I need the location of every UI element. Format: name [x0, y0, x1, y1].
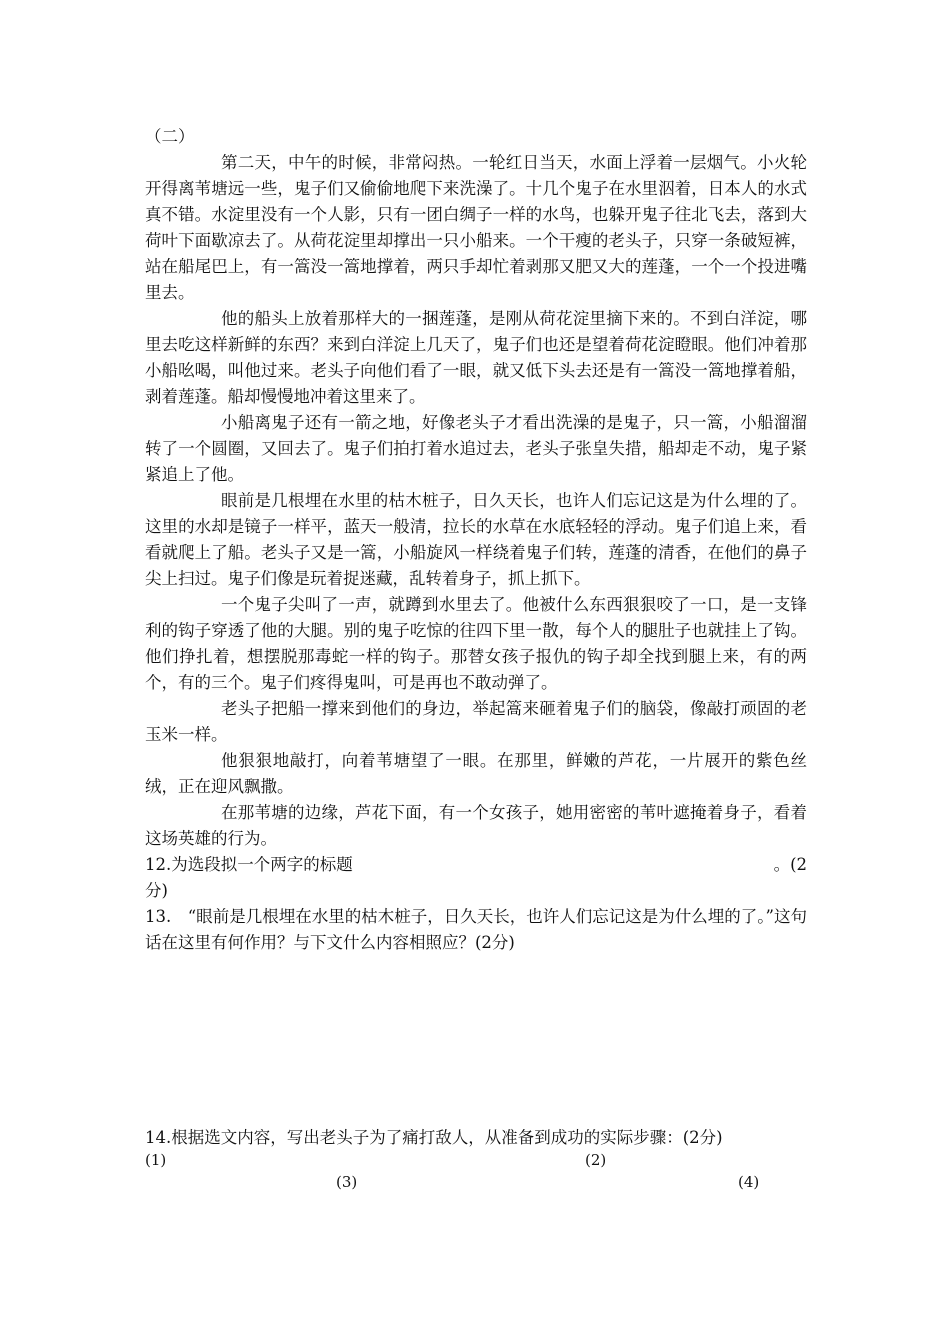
paragraph-6: 老头子把船一撑来到他们的身边，举起篙来砸着鬼子们的脑袋，像敲打顽固的老玉米一样。 — [145, 699, 807, 744]
paragraph-5: 一个鬼子尖叫了一声，就蹲到水里去了。他被什么东西狠狠咬了一口，是一支锋利的钩子穿透了他的大腿。别的鬼子吃惊的往四下里一散，每个人的腿肚子也就挂上了钩。他们挣扎着，想摆脱那毒蛇一样的钩子。那替女孩子报仇的钩子却全找到腿上来，有的两个，有的三个。鬼子们疼得鬼叫，可是再也不敢动弹了。 — [145, 595, 807, 692]
question-12-text: 12.为选段拟一个两字的标题 — [145, 855, 353, 874]
question-12 — [145, 852, 807, 878]
answer-step-2: (2) — [585, 1151, 607, 1169]
paragraph-7: 他狠狠地敲打，向着苇塘望了一眼。在那里，鲜嫩的芦花，一片展开的紫色丝绒，正在迎风飘撒。 — [145, 751, 807, 796]
paragraph-4: 眼前是几根埋在水里的枯木桩子，日久天长，也许人们忘记这是为什么埋的了。这里的水却是镜子一样平，蓝天一般清，拉长的水草在水底轻轻的浮动。鬼子们追上来，看看就爬上了船。老头子又是一篙，小船旋风一样绕着鬼子们转，莲蓬的清香，在他们的鼻子尖上扫过。鬼子们像是玩着捉迷藏，乱转着身子，抓上抓下。 — [145, 491, 807, 588]
reading-passage — [145, 124, 807, 956]
paragraph-3: 小船离鬼子还有一箭之地，好像老头子才看出洗澡的是鬼子，只一篙，小船溜溜转了一个圆圈，又回去了。鬼子们拍打着水追过去，老头子张皇失措，船却走不动，鬼子紧紧追上了他。 — [145, 413, 807, 484]
answer-step-3: (3) — [336, 1173, 358, 1191]
question-12-score: 。(2 — [773, 855, 807, 874]
answer-step-4: (4) — [738, 1173, 760, 1191]
question-12-score-tail: 分) — [145, 881, 168, 900]
paragraph-8: 在那苇塘的边缘，芦花下面，有一个女孩子，她用密密的苇叶遮掩着身子，看着这场英雄的行为。 — [145, 803, 807, 848]
section-title: （二） — [145, 127, 195, 146]
answer-step-1: (1) — [145, 1151, 167, 1169]
paragraph-1: 第二天，中午的时候，非常闷热。一轮红日当天，水面上浮着一层烟气。小火轮开得离苇塘远一些，鬼子们又偷偷地爬下来洗澡了。十几个鬼子在水里泅着，日本人的水式真不错。水淀里没有一个人影，只有一团白绸子一样的水鸟，也躲开鬼子往北飞去，落到大荷叶下面歇凉去了。从荷花淀里却撑出一只小船来。一个干瘦的老头子，只穿一条破短裤，站在船尾巴上，有一篙没一篙地撑着，两只手却忙着剥那又肥又大的莲蓬，一个一个投进嘴里去。 — [145, 153, 807, 302]
paragraph-2: 他的船头上放着那样大的一捆莲蓬，是刚从荷花淀里摘下来的。不到白洋淀，哪里去吃这样新鲜的东西？来到白洋淀上几天了，鬼子们也还是望着荷花淀瞪眼。他们冲着那小船吆喝，叫他过来。老头子向他们看了一眼，就又低下头去还是有一篙没一篙地撑着船，剥着莲蓬。船却慢慢地冲着这里来了。 — [145, 309, 807, 406]
question-13: 13. “眼前是几根埋在水里的枯木桩子，日久天长，也许人们忘记这是为什么埋的了。”这句话在这里有何作用？与下文什么内容相照应？(2分) — [145, 907, 807, 952]
question-14: 14.根据选文内容，写出老头子为了痛打敌人，从准备到成功的实际步骤：(2分) — [145, 1128, 723, 1147]
